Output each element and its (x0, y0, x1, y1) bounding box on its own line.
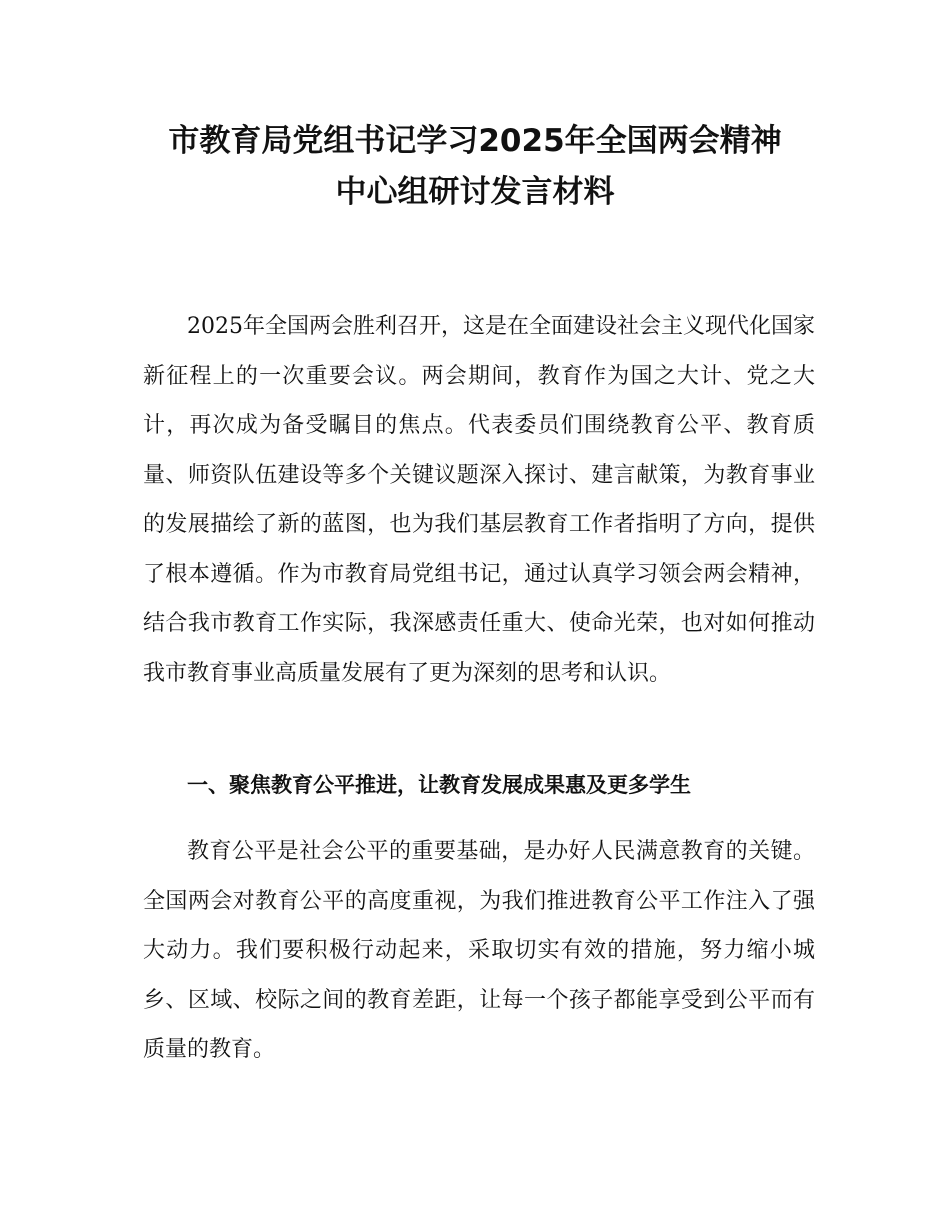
title-line-1: 市教育局党组书记学习2025年全国两会精神 (168, 123, 782, 159)
intro-section (143, 302, 815, 698)
section-1-paragraph: 教育公平是社会公平的重要基础，是办好人民满意教育的关键。全国两会对教育公平的高度重视，为我们推进教育公平工作注入了强大动力。我们要积极行动起来，采取切实有效的措施，努力缩小城乡、区域、校际之间的教育差距，让每一个孩子都能享受到公平而有质量的教育。 (143, 839, 815, 1062)
section-1-body (143, 827, 815, 1075)
document-title (0, 116, 950, 218)
title-line-2: 中心组研讨发言材料 (335, 174, 615, 210)
section-1-heading: 一、聚焦教育公平推进，让教育发展成果惠及更多学生 (187, 773, 691, 797)
intro-paragraph: 2025年全国两会胜利召开，这是在全面建设社会主义现代化国家新征程上的一次重要会议。两会期间，教育作为国之大计、党之大计，再次成为备受瞩目的焦点。代表委员们围绕教育公平、教育质量、师资队伍建设等多个关键议题深入探讨、建言献策，为教育事业的发展描绘了新的蓝图，也为我们基层教育工作者指明了方向，提供了根本遵循。作为市教育局党组书记，通过认真学习领会两会精神，结合我市教育工作实际，我深感责任重大、使命光荣，也对如何推动我市教育事业高质量发展有了更为深刻的思考和认识。 (143, 314, 815, 686)
